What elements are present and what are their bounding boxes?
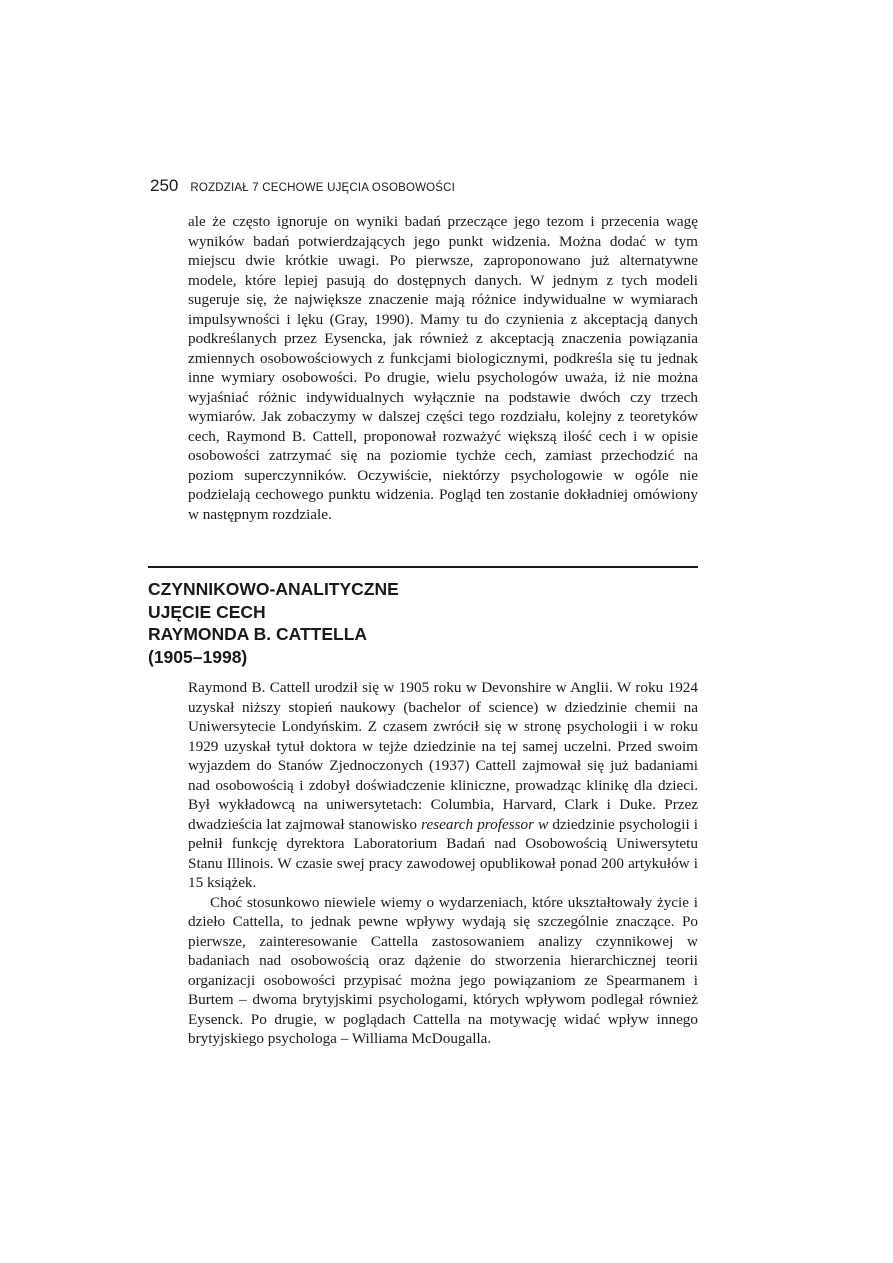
paragraph-continuation: ale że często ignoruje on wyniki badań przeczące jego tezom i przecenia wagę wyników badań potwierdzających jego punkt widzenia. Można dodać w tym miejscu dwie krótkie uwagi. Po pierwsze, zaproponowano już alternatywne modele, które lepiej pasują do dostępnych danych. W jednym z tych modeli sugeruje się, że największe znaczenie mają różnice indywidualne w wymiarach impulsywności i lęku (Gray, 1990). Mamy tu do czynienia z akceptacją danych podkreślanych przez Eysencka, jak również z akceptacją znaczenia powiązania zmiennych osobowościowych z funkcjami biologicznymi, podkreśla się tu jednak inne wymiary osobowości. Po drugie, wielu psychologów uważa, iż nie można wyjaśniać różnic indywidualnych wyłącznie na podstawie dwóch czy trzech wymiarów. Jak zobaczymy w dalszej części tego rozdziału, kolejny z teoretyków cech, Raymond B. Cattell, proponował rozważyć większą ilość cech i w opisie osobowości zatrzymać się na poziomie tychże cech, zamiast przechodzić na poziom superczynników. Oczywiście, niektórzy psychologowie w ogóle nie podzielają cechowego punktu widzenia. Pogląd ten zostanie dokładniej omówiony w następnym rozdziale. — [188, 213, 698, 523]
page-number: 250 — [150, 176, 179, 195]
running-head — [150, 176, 455, 196]
section-divider — [148, 566, 698, 568]
section-heading-line: (1905–1998) — [148, 646, 248, 667]
paragraph-influences: Choć stosunkowo niewiele wiemy o wydarzeniach, które ukształtowały życie i dzieło Cattella, to jednak pewne wpływy wydają się szczególnie znaczące. Po pierwsze, zainteresowanie Cattella zastosowaniem analizy czynnikowej w badaniach nad osobowością oraz dążenie do stworzenia hierarchicznej teorii organizacji osobowości przypisać można jego powiązaniom ze Spearmanem i Burtem – dwoma brytyjskimi psychologami, których wpływom podlegał również Eysenck. Po drugie, w poglądach Cattella na motywację widać wpływ innego brytyjskiego psychologa – Williama McDougalla. — [188, 893, 698, 1047]
section-heading — [148, 578, 508, 668]
biography-italic-term: research professor w — [421, 815, 549, 833]
section-heading-line: CZYNNIKOWO-ANALITYCZNE — [148, 579, 399, 599]
body-text-section — [188, 678, 698, 1049]
biography-text-part-1: Raymond B. Cattell urodził się w 1905 roku w Devonshire w Anglii. W roku 1924 uzyskał niższy stopień naukowy (bachelor of science) w dziedzinie chemii na Uniwersytecie Londyńskim. Z czasem zwrócił się w stronę psychologii i w roku 1929 uzyskał tytuł doktora w tejże dziedzinie na tej samej uczelni. Przed swoim wyjazdem do Stanów Zjednoczonych (1937) Cattell zajmował się już badaniami nad osobowością i zdobył doświadczenie kliniczne, prowadząc klinikę dla dzieci. Był wykładowcą na uniwersytetach: Columbia, Harvard, Clark i Duke. Przez dwadzieścia lat zajmował stanowisko — [188, 679, 698, 833]
section-heading-line: UJĘCIE CECH — [148, 601, 266, 622]
body-text-top — [188, 212, 698, 524]
paragraph-biography — [188, 678, 698, 893]
biography-text-part-2: dziedzinie psychologii i pełnił funkcję dyrektora Laboratorium Badań nad Osobowością Uniwersytetu Stanu Illinois. W czasie swej pracy zawodowej opublikował ponad 200 artykułów i 15 książek. — [188, 815, 698, 891]
section-heading-line: RAYMONDA B. CATTELLA — [148, 624, 368, 644]
chapter-title: ROZDZIAŁ 7 CECHOWE UJĘCIA OSOBOWOŚCI — [190, 182, 456, 194]
